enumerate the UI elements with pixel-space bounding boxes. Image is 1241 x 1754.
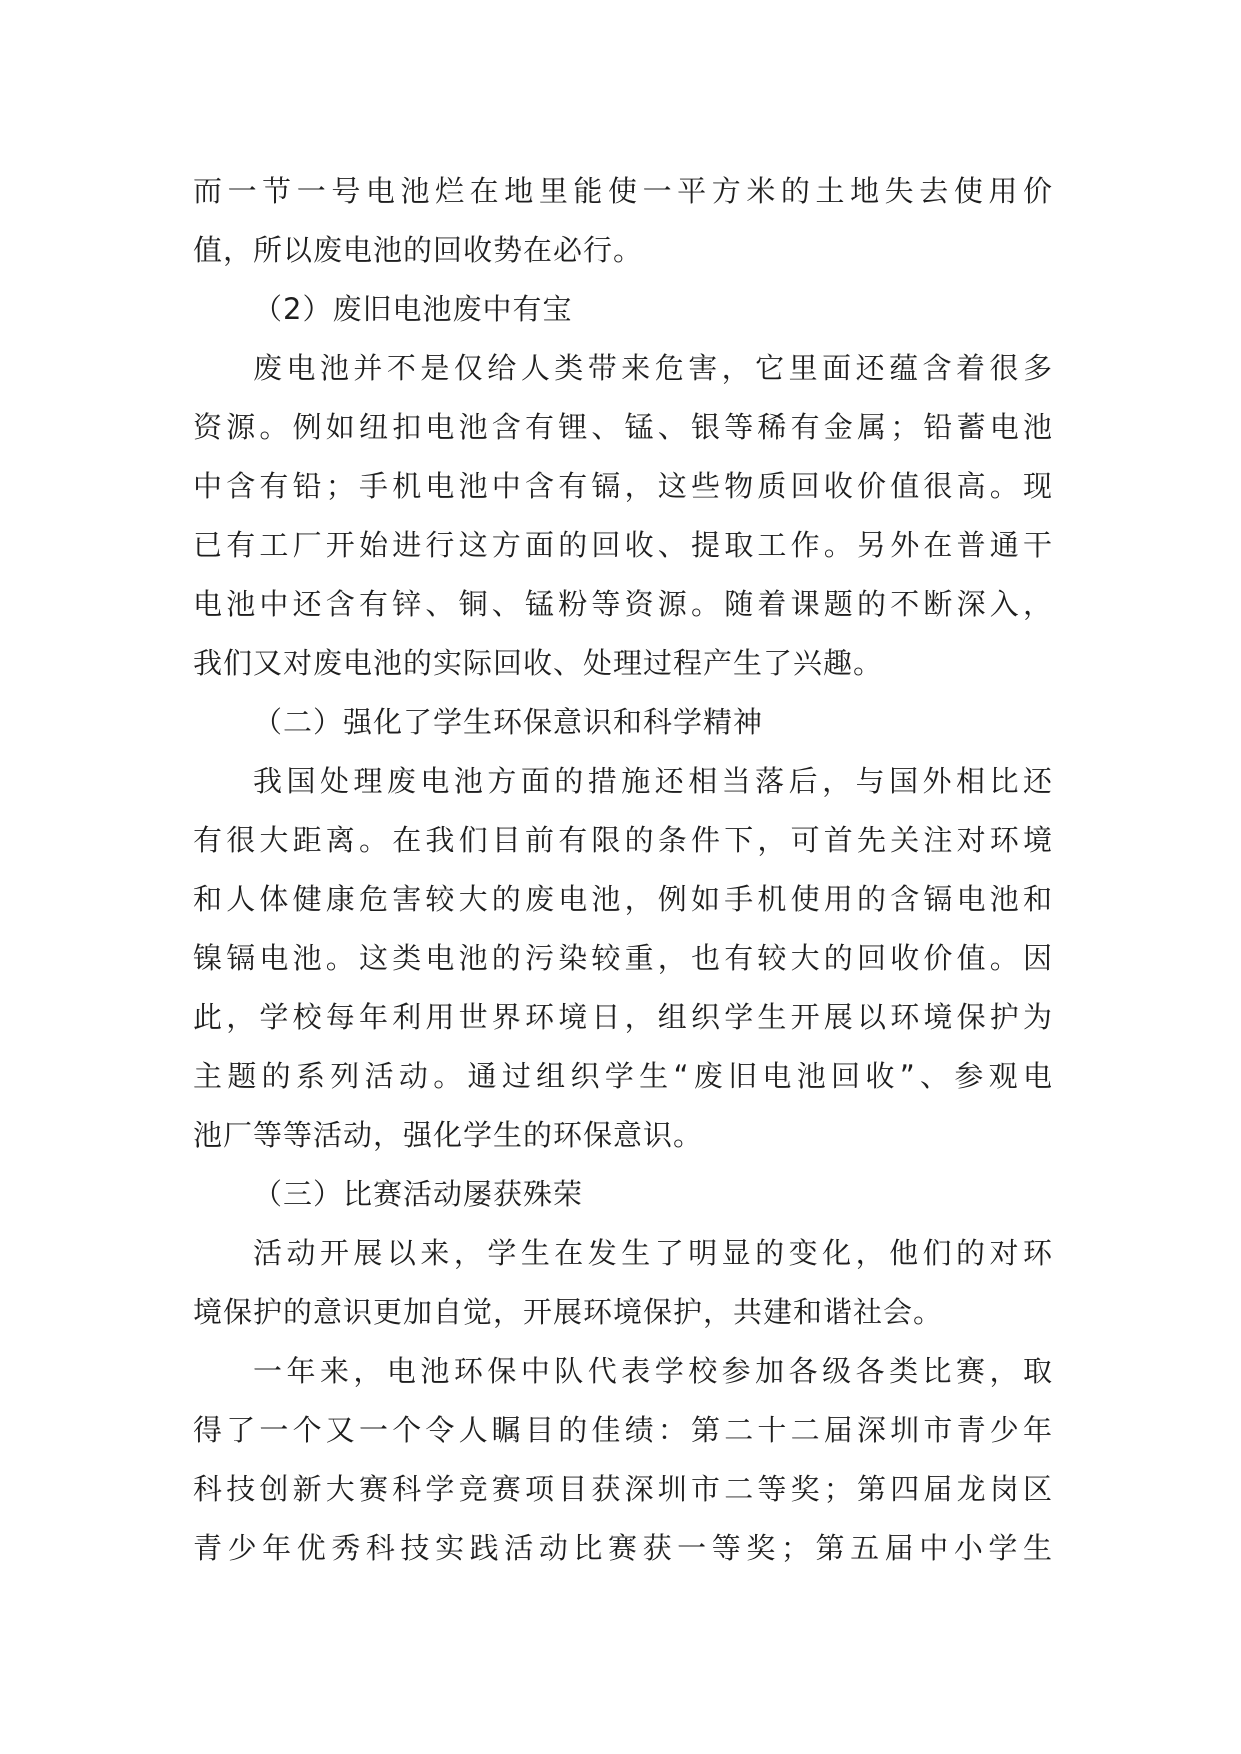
- text-line: 境保护的意识更加自觉，开展环境保护，共建和谐社会。: [193, 1295, 944, 1329]
- section-heading: （三）比赛活动屡获殊荣: [253, 1177, 584, 1211]
- text-line: 电池中还含有锌、铜、锰粉等资源。随着课题的不断深入，: [193, 587, 1053, 621]
- text-line: 得了一个又一个令人瞩目的佳绩：第二十二届深圳市青少年: [193, 1413, 1053, 1447]
- text-line: 中含有铅；手机电池中含有镉，这些物质回收价值很高。现: [193, 469, 1053, 503]
- text-line: 主题的系列活动。通过组织学生“废旧电池回收”、参观电: [193, 1059, 1053, 1093]
- text-line: 而一节一号电池烂在地里能使一平方米的土地失去使用价: [193, 174, 1053, 208]
- text-line: 科技创新大赛科学竞赛项目获深圳市二等奖；第四届龙岗区: [193, 1472, 1053, 1506]
- text-line: 和人体健康危害较大的废电池，例如手机使用的含镉电池和: [193, 882, 1053, 916]
- text-line: 青少年优秀科技实践活动比赛获一等奖；第五届中小学生: [193, 1531, 1053, 1565]
- text-line: 有很大距离。在我们目前有限的条件下，可首先关注对环境: [193, 823, 1053, 857]
- text-line: 资源。例如纽扣电池含有锂、锰、银等稀有金属；铅蓄电池: [193, 410, 1053, 444]
- text-line: 此，学校每年利用世界环境日，组织学生开展以环境保护为: [193, 1000, 1053, 1034]
- text-line: 我们又对废电池的实际回收、处理过程产生了兴趣。: [193, 646, 884, 680]
- document-body: [193, 162, 1053, 1578]
- paragraph-first-line: 一年来，电池环保中队代表学校参加各级各类比赛，取: [253, 1354, 1053, 1388]
- paragraph-first-line: 活动开展以来，学生在发生了明显的变化，他们的对环: [253, 1236, 1053, 1270]
- text-line: 已有工厂开始进行这方面的回收、提取工作。另外在普通干: [193, 528, 1053, 562]
- text-line: 池厂等等活动，强化学生的环保意识。: [193, 1118, 704, 1152]
- text-line: 值，所以废电池的回收势在必行。: [193, 233, 644, 267]
- paragraph-first-line: 废电池并不是仅给人类带来危害，它里面还蕴含着很多: [253, 351, 1053, 385]
- section-heading: （二）强化了学生环保意识和科学精神: [253, 705, 764, 739]
- section-heading: （2）废旧电池废中有宝: [253, 292, 573, 326]
- paragraph-first-line: 我国处理废电池方面的措施还相当落后，与国外相比还: [253, 764, 1053, 798]
- text-line: 镍镉电池。这类电池的污染较重，也有较大的回收价值。因: [193, 941, 1053, 975]
